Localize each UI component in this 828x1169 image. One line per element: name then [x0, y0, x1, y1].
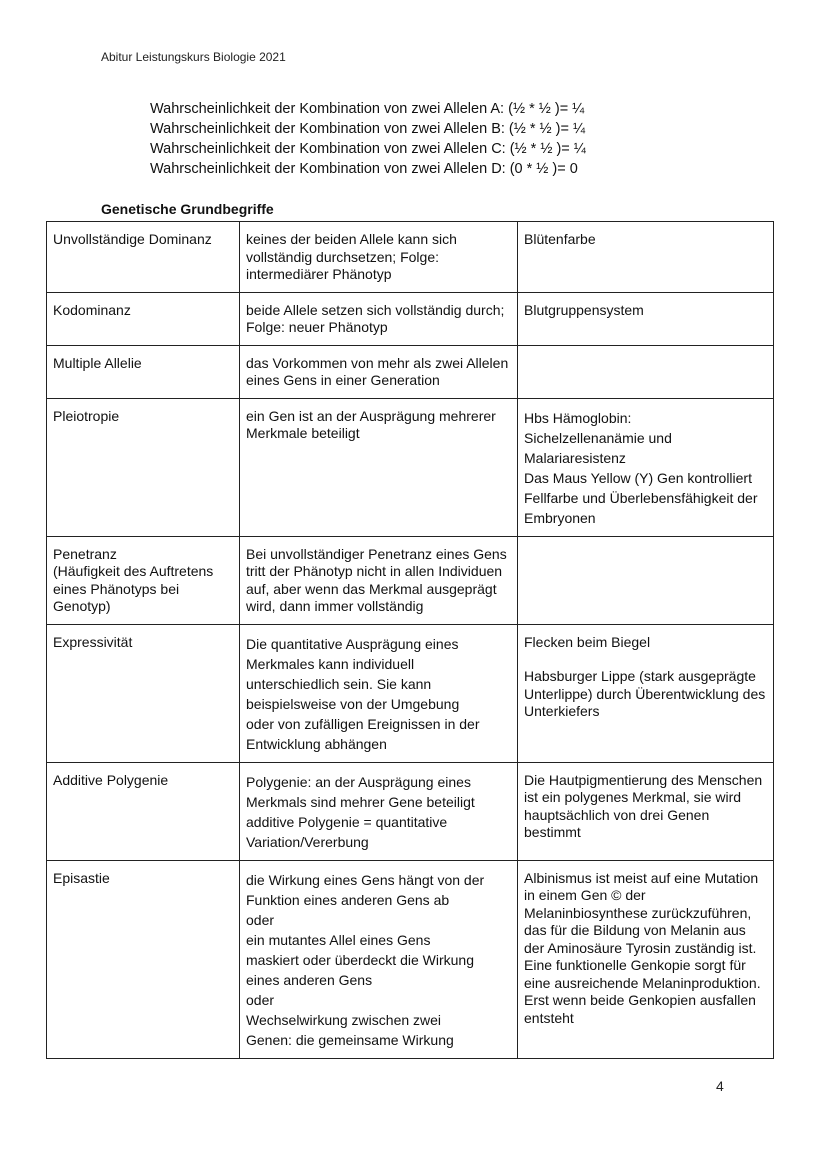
cell-term [47, 624, 240, 762]
definition-text: maskiert oder überdeckt die Wirkung [246, 951, 474, 968]
example-text: Habsburger Lippe (stark ausgeprägte Unterlippe) durch Überentwicklung des Unterkiefers [524, 668, 770, 719]
probability-line-b: Wahrscheinlichkeit der Kombination von zwei Allelen B: (½ * ½ )= ¼ [150, 121, 586, 137]
definition-text: Wechselwirkung zwischen zwei [246, 1011, 442, 1028]
definition-text: Genen: die gemeinsame Wirkung [246, 1031, 454, 1048]
table-row [47, 292, 774, 345]
definition-text: oder [246, 911, 275, 928]
definition-text: keines der beiden Allele kann sich vollständig durchsetzen; Folge: intermediärer Phänotyp [246, 231, 461, 282]
example-text: Blutgruppensystem [524, 301, 644, 318]
cell-example [518, 398, 774, 536]
probability-list [150, 99, 586, 179]
definition-text: unterschiedlich sein. Sie kann [246, 675, 432, 692]
cell-term [47, 398, 240, 536]
cell-term [47, 345, 240, 398]
term-text: Expressivität [53, 633, 133, 650]
definition-text: oder von zufälligen Ereignissen in der [246, 715, 480, 732]
probability-line-c: Wahrscheinlichkeit der Kombination von zwei Allelen C: (½ * ½ )= ¼ [150, 141, 586, 157]
cell-example [518, 222, 774, 293]
definition-text: ein mutantes Allel eines Gens [246, 931, 431, 948]
example-text: Hbs Hämoglobin: [524, 409, 632, 426]
table-row [47, 536, 774, 624]
definition-text: Merkmales kann individuell [246, 655, 415, 672]
cell-term [47, 762, 240, 860]
cell-definition [240, 536, 518, 624]
cell-example [518, 860, 774, 1058]
genetics-terms-table [46, 221, 774, 1059]
cell-definition [240, 292, 518, 345]
example-text: Das Maus Yellow (Y) Gen kontrolliert Fellfarbe und Überlebensfähigkeit der Embryonen [524, 469, 762, 526]
cell-definition [240, 860, 518, 1058]
example-text [524, 651, 767, 668]
definition-text: Funktion eines anderen Gens ab [246, 891, 450, 908]
example-text: Die Hautpigmentierung des Menschen ist ein polygenes Merkmal, sie wird hauptsächlich von drei Genen bestimmt [524, 771, 767, 840]
probability-line-a: Wahrscheinlichkeit der Kombination von zwei Allelen A: (½ * ½ )= ¼ [150, 101, 585, 117]
cell-term [47, 536, 240, 624]
cell-term [47, 860, 240, 1058]
term-text: Additive Polygenie [53, 771, 169, 788]
cell-definition [240, 398, 518, 536]
term-text: (Häufigkeit des Auftretens eines Phänotyps bei Genotyp) [53, 563, 218, 614]
example-text [524, 546, 767, 563]
table-row [47, 345, 774, 398]
definition-text: ein Gen ist an der Ausprägung mehrerer Merkmale beteiligt [246, 407, 500, 441]
term-text: Kodominanz [53, 301, 131, 318]
page-number: 4 [716, 1078, 724, 1094]
table-row [47, 624, 774, 762]
example-text: Sichelzellenanämie und [524, 429, 672, 446]
term-text: Penetranz [53, 545, 117, 562]
cell-definition [240, 624, 518, 762]
term-text: Multiple Allelie [53, 354, 142, 371]
cell-example [518, 536, 774, 624]
term-text: Unvollständige Dominanz [53, 231, 212, 247]
definition-text: beispielsweise von der Umgebung [246, 695, 460, 712]
document-header: Abitur Leistungskurs Biologie 2021 [101, 50, 286, 64]
example-text: Albinismus ist meist auf eine Mutation in einem Gen © der Melaninbiosynthese zurückzuführen, das für die Bildung von Melanin aus der Aminosäure Tyrosin zuständig ist. Eine funktionelle Genkopie sorgt für eine ausreichende Melaninproduktion. Erst wenn beide Genkopien ausfallen entsteht [524, 869, 765, 1026]
definition-text: Die quantitative Ausprägung eines [246, 635, 459, 652]
section-title: Genetische Grundbegriffe [101, 201, 274, 217]
example-text: Malariaresistenz [524, 449, 626, 466]
definition-text: eines anderen Gens [246, 971, 373, 988]
table-row [47, 398, 774, 536]
term-text: Pleiotropie [53, 407, 120, 424]
cell-term [47, 222, 240, 293]
definition-text: oder [246, 991, 275, 1008]
table-row [47, 222, 774, 293]
term-text: Episastie [53, 869, 110, 886]
definition-text: additive Polygenie = quantitative Variation/Vererbung [246, 813, 452, 850]
cell-definition [240, 762, 518, 860]
definition-text: Polygenie: an der Ausprägung eines [246, 773, 471, 790]
example-text: Flecken beim Biegel [524, 633, 651, 650]
definition-text: das Vorkommen von mehr als zwei Allelen eines Gens in einer Generation [246, 354, 513, 388]
probability-line-d: Wahrscheinlichkeit der Kombination von zwei Allelen D: (0 * ½ )= 0 [150, 161, 578, 177]
table-row [47, 762, 774, 860]
table-row [47, 860, 774, 1058]
definition-text: die Wirkung eines Gens hängt von der [246, 871, 485, 888]
cell-example [518, 292, 774, 345]
cell-term [47, 292, 240, 345]
cell-example [518, 762, 774, 860]
definition-text: Bei unvollständiger Penetranz eines Gens tritt der Phänotyp nicht in allen Individuen auf, aber wenn das Merkmal ausgeprägt wird, dann immer vollständig [246, 545, 511, 614]
cell-definition [240, 345, 518, 398]
definition-text: Merkmals sind mehrer Gene beteiligt [246, 793, 475, 810]
example-text: Blütenfarbe [524, 231, 596, 247]
cell-definition [240, 222, 518, 293]
definition-text: Entwicklung abhängen [246, 735, 387, 752]
definition-text: beide Allele setzen sich vollständig durch; Folge: neuer Phänotyp [246, 301, 509, 335]
example-text [524, 355, 767, 372]
cell-example [518, 345, 774, 398]
cell-example [518, 624, 774, 762]
